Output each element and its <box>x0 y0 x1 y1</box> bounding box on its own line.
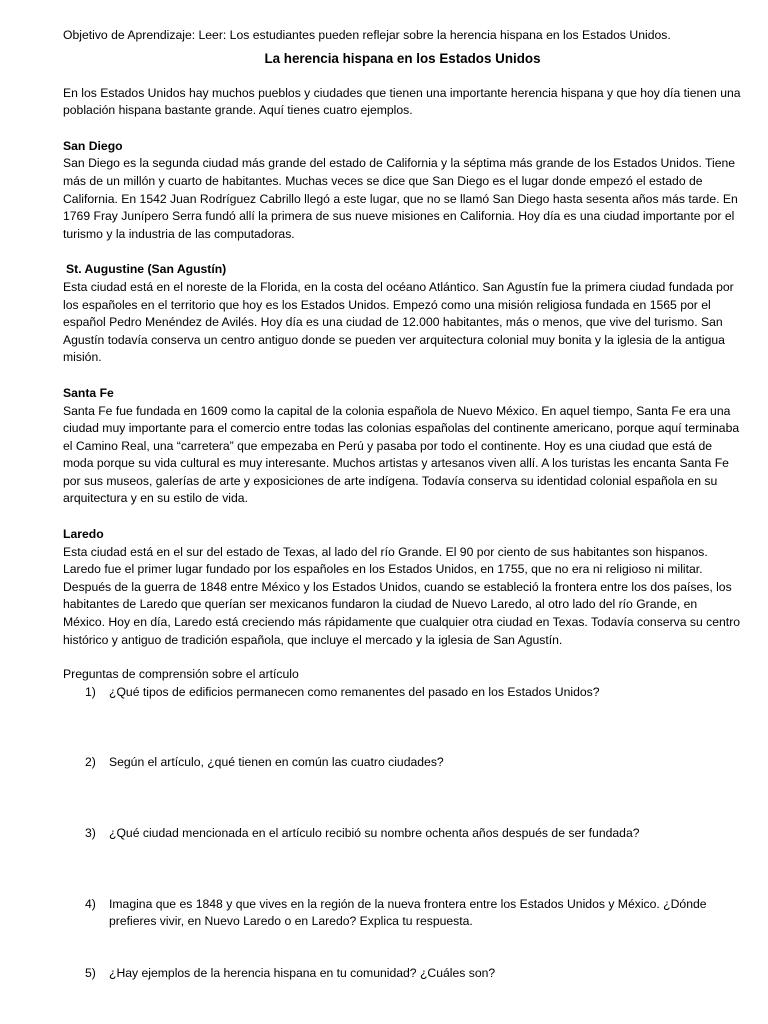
question-text: Según el artículo, ¿qué tienen en común las cuatro ciudades? <box>109 755 444 770</box>
question-item <box>63 896 742 931</box>
section-heading: Laredo <box>63 527 104 542</box>
questions-heading: Preguntas de comprensión sobre el artículo <box>63 667 299 682</box>
section-heading: Santa Fe <box>63 385 114 400</box>
question-item <box>63 684 742 702</box>
section-st-augustine <box>63 261 742 367</box>
question-item <box>63 754 742 772</box>
question-item <box>63 965 742 983</box>
question-number: 1) <box>85 684 96 699</box>
section-santa-fe <box>63 385 742 508</box>
question-text: ¿Hay ejemplos de la herencia hispana en tu comunidad? ¿Cuáles son? <box>109 965 496 980</box>
learning-objective: Objetivo de Aprendizaje: Leer: Los estudiantes pueden reflejar sobre la herencia hispana en los Estados Unidos. <box>63 28 671 42</box>
article-intro: En los Estados Unidos hay muchos pueblos y ciudades que tienen una importante herencia hispana y que hoy día tienen una población hispana bastante grande. Aquí tienes cuatro ejemplos. <box>63 85 741 118</box>
section-paragraph: Santa Fe fue fundada en 1609 como la capital de la colonia española de Nuevo México. En aquel tiempo, Santa Fe era una ciudad muy importante para el comercio entre todas las colonias españolas del continente americano, porque aquí terminaba el Camino Real, una “carretera” que empezaba en Perú y pasaba por todo el continente. Hoy es una ciudad que está de moda porque su vida cultural es muy interesante. Muchos artistas y artesanos viven allí. A los turistas les encanta Santa Fe por sus museos, galerías de arte y exposiciones de arte indígena. Todavía conserva su identidad colonial española en su arquitectura y en su estilo de vida. <box>63 403 740 506</box>
section-paragraph: Esta ciudad está en el sur del estado de Texas, al lado del río Grande. El 90 por ciento de sus habitantes son hispanos. Laredo fue el primer lugar fundado por los españoles en los Estados Unidos, en 1755, que no era ni religioso ni militar. Después de la guerra de 1848 entre México y los Estados Unidos, cuando se estableció la frontera entre los dos países, los habitantes de Laredo que querían ser mexicanos fundaron la ciudad de Nuevo Laredo, al otro lado del río Grande, en México. Hoy en día, Laredo está creciendo más rápidamente que cualquier otra ciudad en Texas. Todavía conserva su centro histórico y antiguo de tradición española, que incluye el mercado y la iglesia de San Agustín. <box>63 544 741 647</box>
question-text: ¿Qué tipos de edificios permanecen como remanentes del pasado en los Estados Unidos? <box>109 684 600 699</box>
section-laredo <box>63 526 742 649</box>
question-number: 4) <box>85 896 96 911</box>
article-title: La herencia hispana en los Estados Unidos <box>264 50 541 66</box>
section-heading: St. Augustine (San Agustín) <box>66 262 227 277</box>
question-number: 2) <box>85 755 96 770</box>
question-list <box>63 684 742 983</box>
section-paragraph: San Diego es la segunda ciudad más grande del estado de California y la séptima más grande de los Estados Unidos. Tiene más de un millón y cuarto de habitantes. Muchas veces se dice que San Diego es el lugar donde empezó el estado de California. En 1542 Juan Rodríguez Cabrillo llegó a este lugar, que no se llamó San Diego hasta sesenta años más tarde. En 1769 Fray Junípero Serra fundó allí la primera de sus nueve misiones en California. Hoy día es una ciudad importante por el turismo y la industria de las computadoras. <box>63 156 738 241</box>
section-heading: San Diego <box>63 138 123 153</box>
question-text: ¿Qué ciudad mencionada en el artículo recibió su nombre ochenta años después de ser fundada? <box>109 826 640 840</box>
section-san-diego <box>63 138 742 244</box>
question-item <box>63 825 742 843</box>
question-text: Imagina que es 1848 y que vives en la región de la nueva frontera entre los Estados Unidos y México. ¿Dónde prefieres vivir, en Nuevo Laredo o en Laredo? Explica tu respuesta. <box>109 896 707 929</box>
question-number: 3) <box>85 826 96 840</box>
section-paragraph: Esta ciudad está en el noreste de la Florida, en la costa del océano Atlántico. San Agustín fue la primera ciudad fundada por los españoles en el territorio que hoy es los Estados Unidos. Empezó como una misión religiosa fundada en 1565 por el español Pedro Menéndez de Avilés. Hoy día es una ciudad de 12.000 habitantes, más o menos, que vive del turismo. San Agustín todavía conserva un centro antiguo donde se pueden ver arquitectura colonial muy bonita y la iglesia de la antigua misión. <box>63 279 734 365</box>
question-number: 5) <box>85 965 96 980</box>
